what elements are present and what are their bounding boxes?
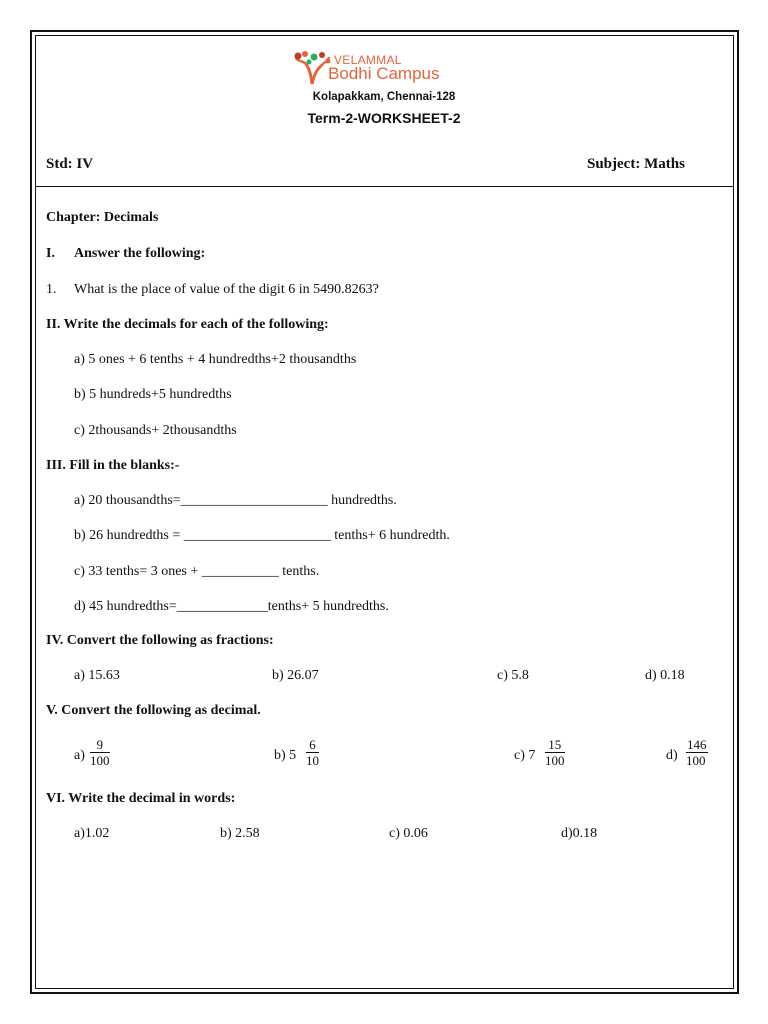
section-2-item: c) 2thousands+ 2thousandths xyxy=(74,423,237,438)
section-6-item: c) 0.06 xyxy=(389,826,428,841)
fraction-numerator: 146 xyxy=(687,737,707,752)
fraction-denominator: 100 xyxy=(686,753,706,768)
section-5-title: V. Convert the following as decimal. xyxy=(46,703,261,718)
section-4-title: IV. Convert the following as fractions: xyxy=(46,633,274,648)
section-5-item-label: d) xyxy=(666,748,678,763)
section-3-item: c) 33 tenths= 3 ones + ___________ tenths. xyxy=(74,564,320,579)
fraction xyxy=(545,737,565,768)
question-1-text: What is the place of value of the digit 6 in 5490.8263? xyxy=(74,282,379,297)
worksheet-title: Term-2-WORKSHEET-2 xyxy=(307,110,461,126)
section-6-item: b) 2.58 xyxy=(220,826,260,841)
fraction xyxy=(686,737,708,768)
logo-tree-icon xyxy=(292,48,332,88)
page-border-inner xyxy=(35,35,734,989)
chapter-title: Chapter: Decimals xyxy=(46,210,159,225)
fraction-numerator: 6 xyxy=(309,737,316,752)
section-4-item: b) 26.07 xyxy=(272,668,319,683)
header-divider xyxy=(36,186,734,187)
section-2-item: a) 5 ones + 6 tenths + 4 hundredths+2 thousandths xyxy=(74,352,357,367)
section-5-item-label: a) xyxy=(74,748,85,763)
section-3-item: b) 26 hundredths = _____________________ tenths+ 6 hundredth. xyxy=(74,528,450,543)
fraction-denominator: 10 xyxy=(306,753,319,768)
section-1-number: I. xyxy=(46,246,55,261)
section-3-item: a) 20 thousandths=_____________________ hundredths. xyxy=(74,493,397,508)
section-4-item: a) 15.63 xyxy=(74,668,120,683)
school-logo xyxy=(292,48,477,90)
fraction xyxy=(90,737,110,768)
subject-label: Subject: Maths xyxy=(587,156,685,172)
section-1-title: Answer the following: xyxy=(74,246,206,261)
section-2-title: II. Write the decimals for each of the following: xyxy=(46,317,329,332)
section-5-item-label: c) 7 xyxy=(514,748,536,763)
section-6-title: VI. Write the decimal in words: xyxy=(46,791,236,806)
section-6-item: a)1.02 xyxy=(74,826,110,841)
fraction-numerator: 9 xyxy=(96,737,103,752)
question-1-number: 1. xyxy=(46,282,57,297)
logo-line-1: VELAMMAL xyxy=(334,53,402,67)
section-4-item: c) 5.8 xyxy=(497,668,529,683)
fraction xyxy=(306,737,319,768)
std-label: Std: IV xyxy=(46,156,94,172)
logo-line-2: Bodhi Campus xyxy=(328,64,440,83)
fraction-denominator: 100 xyxy=(545,753,565,768)
school-address: Kolapakkam, Chennai-128 xyxy=(312,91,456,103)
section-2-item: b) 5 hundreds+5 hundredths xyxy=(74,387,232,402)
section-6-item: d)0.18 xyxy=(561,826,598,841)
section-3-item: d) 45 hundredths=_____________tenths+ 5 hundredths. xyxy=(74,599,389,614)
fraction-denominator: 100 xyxy=(90,753,110,768)
section-4-item: d) 0.18 xyxy=(645,668,685,683)
section-3-title: III. Fill in the blanks:- xyxy=(46,458,180,473)
section-5-item-label: b) 5 xyxy=(274,748,297,763)
fraction-numerator: 15 xyxy=(548,737,562,752)
